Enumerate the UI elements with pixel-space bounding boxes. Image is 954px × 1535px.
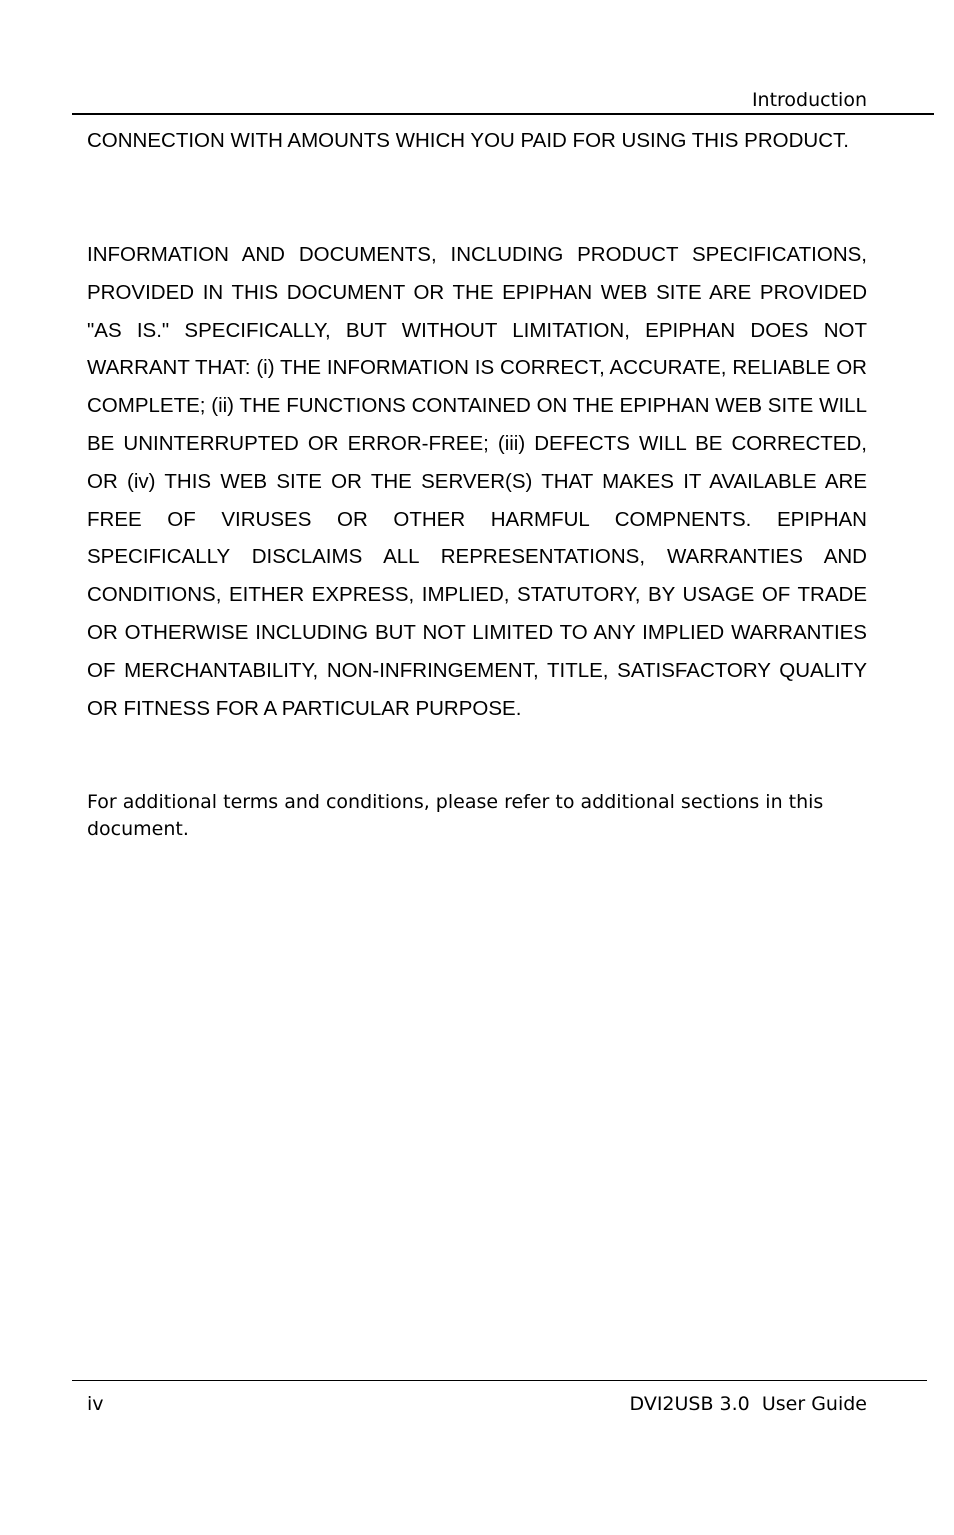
page-number: iv xyxy=(87,1393,104,1415)
running-header-title: Introduction xyxy=(751,89,867,111)
footer-divider xyxy=(72,1380,927,1381)
disclaimer-paragraph-warranty: INFORMATION AND DOCUMENTS, INCLUDING PRODUCT SPECIFICATIONS, PROVIDED IN THIS DOCUMENT OR THE EPIPHAN WEB SITE ARE PROVIDED "AS IS." SPECIFICALLY, BUT WITHOUT LIMITATION, EPIPHAN DOES NOT WARRANT THAT: (i) THE INFORMATION IS CORRECT, ACCURATE, RELIABLE OR COMPLETE; (ii) THE FUNCTIONS CONTAINED ON THE EPIPHAN WEB SITE WILL BE UNINTERRUPTED OR ERROR-FREE; (iii) DEFECTS WILL BE CORRECTED, OR (iv) THIS WEB SITE OR THE SERVER(S) THAT MAKES IT AVAILABLE ARE FREE OF VIRUSES OR OTHER HARMFUL COMPNENTS. EPIPHAN SPECIFICALLY DISCLAIMS ALL REPRESENTATIONS, WARRANTIES AND CONDITIONS, EITHER EXPRESS, IMPLIED, STATUTORY, BY USAGE OF TRADE OR OTHERWISE INCLUDING BUT NOT LIMITED TO ANY IMPLIED WARRANTIES OF MERCHANTABILITY, NON-INFRINGEMENT, TITLE, SATISFACTORY QUALITY OR FITNESS FOR A PARTICULAR PURPOSE. xyxy=(87,243,867,720)
disclaimer-paragraph-continued: CONNECTION WITH AMOUNTS WHICH YOU PAID FOR USING THIS PRODUCT. xyxy=(87,129,849,152)
footer-document-title: DVI2USB 3.0 User Guide xyxy=(629,1393,867,1415)
additional-terms-paragraph: For additional terms and conditions, please refer to additional sections in this document. xyxy=(87,791,824,840)
header-divider xyxy=(72,113,934,115)
